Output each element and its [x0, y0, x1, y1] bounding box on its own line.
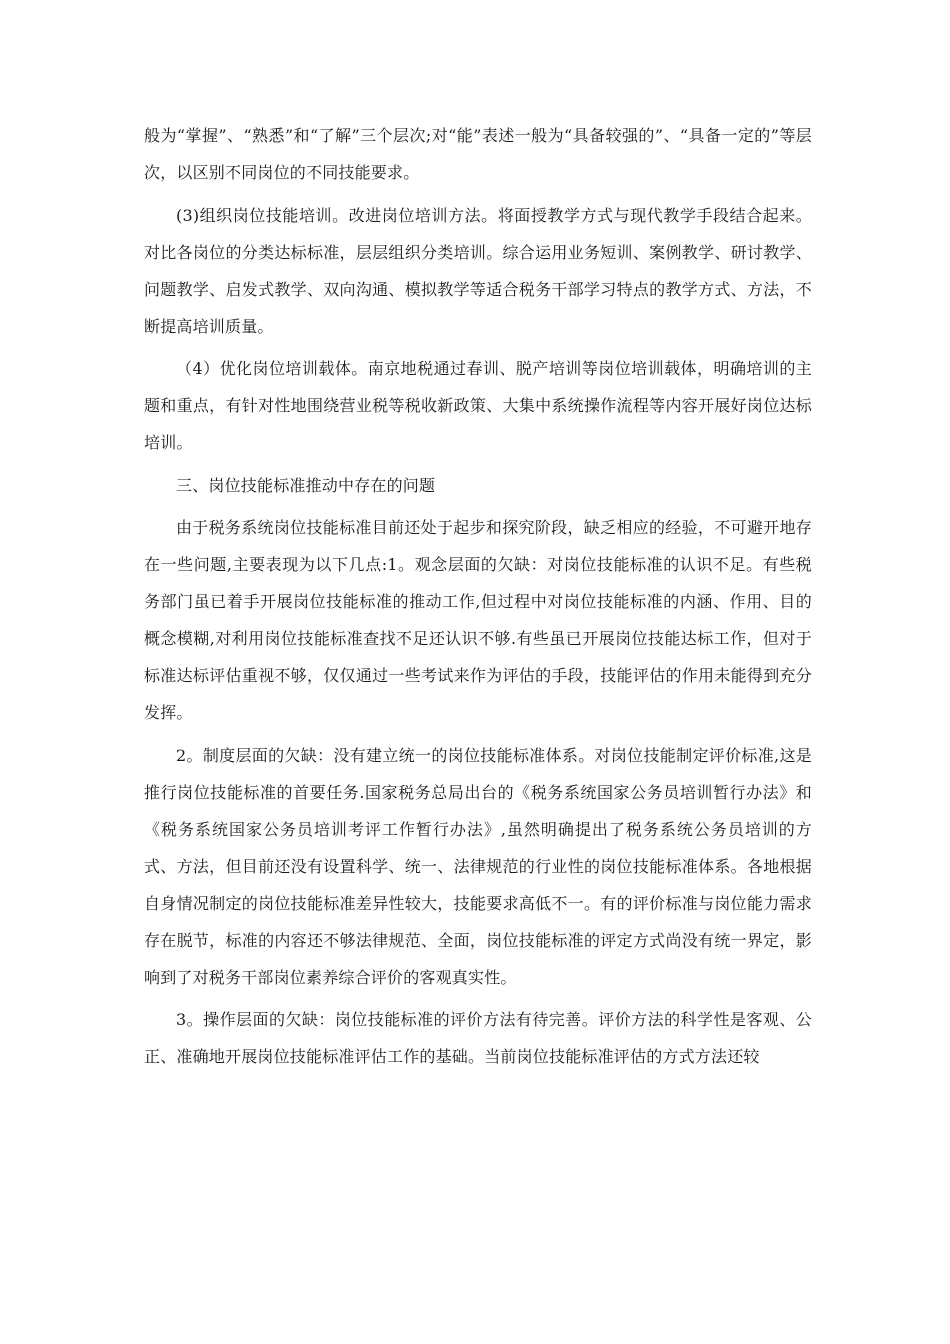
- document-body: [144, 117, 812, 1081]
- paragraph-item-3: (3)组织岗位技能培训。改进岗位培训方法。将面授教学方式与现代教学手段结合起来。对比各岗位的分类达标标准，层层组织分类培训。综合运用业务短训、案例教学、研讨教学、问题教学、启发式教学、双向沟通、模拟教学等适合税务干部学习特点的教学方式、方法，不断提高培训质量。: [144, 205, 812, 336]
- paragraph-continuation: 般为“掌握”、“熟悉”和“了解”三个层次;对“能”表述一般为“具备较强的”、“具备一定的”等层次，以区别不同岗位的不同技能要求。: [144, 126, 812, 182]
- section-heading: 三、岗位技能标准推动中存在的问题: [176, 475, 436, 495]
- paragraph-item-4: （4）优化岗位培训载体。南京地税通过春训、脱产培训等岗位培训载体，明确培训的主题和重点，有针对性地围绕营业税等税收新政策、大集中系统操作流程等内容开展好岗位达标培训。: [144, 359, 812, 452]
- paragraph-problem-2: 2。制度层面的欠缺：没有建立统一的岗位技能标准体系。对岗位技能制定评价标准,这是推行岗位技能标准的首要任务.国家税务总局出台的《税务系统国家公务员培训暂行办法》和《税务系统国家公务员培训考评工作暂行办法》,虽然明确提出了税务系统公务员培训的方式、方法，但目前还没有设置科学、统一、法律规范的行业性的岗位技能标准体系。各地根据自身情况制定的岗位技能标准差异性较大，技能要求高低不一。有的评价标准与岗位能力需求存在脱节，标准的内容还不够法律规范、全面，岗位技能标准的评定方式尚没有统一界定，影响到了对税务干部岗位素养综合评价的客观真实性。: [144, 745, 812, 987]
- paragraph-problem-3: 3。操作层面的欠缺：岗位技能标准的评价方法有待完善。评价方法的科学性是客观、公正、准确地开展岗位技能标准评估工作的基础。当前岗位技能标准评估的方式方法还较: [144, 1010, 812, 1066]
- paragraph-problems-intro: 由于税务系统岗位技能标准目前还处于起步和探究阶段，缺乏相应的经验，不可避开地存在一些问题,主要表现为以下几点:1。观念层面的欠缺：对岗位技能标准的认识不足。有些税务部门虽已着手开展岗位技能标准的推动工作,但过程中对岗位技能标准的内涵、作用、目的概念模糊,对利用岗位技能标准查找不足还认识不够.有些虽已开展岗位技能达标工作，但对于标准达标评估重视不够，仅仅通过一些考试来作为评估的手段，技能评估的作用未能得到充分发挥。: [144, 518, 812, 722]
